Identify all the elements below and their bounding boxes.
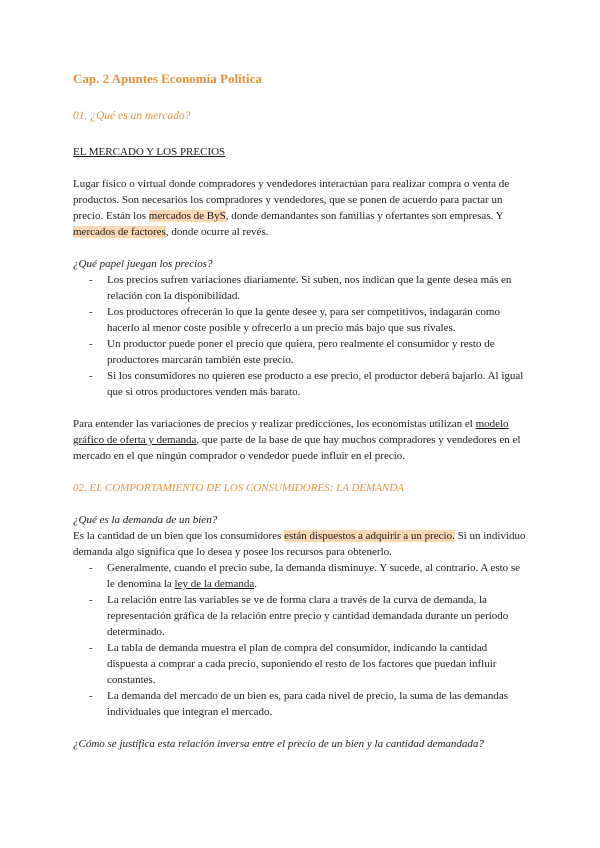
text-run: , donde ocurre al revés. bbox=[165, 226, 269, 238]
underlined-modelo-grafico: modelo gráfico de oferta y demanda bbox=[73, 418, 509, 446]
underlined-ley-demanda: ley de la demanda bbox=[174, 578, 255, 590]
section-1-paragraph-1 bbox=[73, 176, 529, 240]
text-run: . bbox=[254, 578, 257, 590]
text-run: Generalmente, cuando el precio sube, la demanda disminuye. Y sucede, al contrario. A esto se le denomina la bbox=[107, 562, 521, 590]
section-1-heading: 01. ¿Qué es un mercado? bbox=[73, 110, 191, 122]
list-item: - Un productor puede poner el precio que quiera, pero realmente el consumidor y resto de productores marcarán también este precio. bbox=[73, 336, 529, 368]
section-1-paragraph-2 bbox=[73, 416, 529, 464]
text-run: Para entender las variaciones de precios y realizar predicciones, los economistas utilizan el bbox=[73, 418, 476, 430]
highlight-mercados-factores: mercados de factores bbox=[73, 226, 166, 238]
list-item: - La relación entre las variables se ve de forma clara a través de la curva de demanda, la representación gráfica de la relación entre precio y cantidad demandada durante un periodo determinado. bbox=[73, 592, 529, 640]
highlight-dispuestos: están dispuestos a adquirir a un precio. bbox=[284, 530, 455, 542]
question-precios: ¿Qué papel juegan los precios? bbox=[73, 258, 213, 270]
list-item: - Si los consumidores no quieren ese producto a ese precio, el productor deberá bajarlo. Al igual que si otros productores venden más barato. bbox=[73, 368, 529, 400]
list-item: - Los productores ofrecerán lo que la gente desee y, para ser competitivos, indagarán como hacerlo al menor coste posible y ofrecerlo a un precio más bajo que sus rivales. bbox=[73, 304, 529, 336]
section-2-heading: 02. EL COMPORTAMIENTO DE LOS CONSUMIDORES: LA DEMANDA bbox=[73, 482, 405, 494]
text-run: Si un individuo demanda algo significa que lo desea y posee los recursos para obtenerlo. bbox=[73, 530, 526, 558]
document-title: Cap. 2 Apuntes Economía Política bbox=[73, 71, 262, 86]
list-item: - La demanda del mercado de un bien es, para cada nivel de precio, la suma de las demandas individuales que integran el mercado. bbox=[73, 688, 529, 720]
list-item: - Los precios sufren variaciones diariamente. Si suben, nos indican que la gente desea más en relación con la disponibilidad. bbox=[73, 272, 529, 304]
question-relacion-inversa: ¿Cómo se justifica esta relación inversa entre el precio de un bien y la cantidad demandada? bbox=[73, 738, 484, 750]
list-item: - La tabla de demanda muestra el plan de compra del consumidor, indicando la cantidad dispuesta a comprar a cada precio, suponiendo el resto de los factores que puedan influir constantes. bbox=[73, 640, 529, 688]
text-run: , donde demandantes son familias y ofertantes son empresas. Y bbox=[225, 210, 504, 222]
list-item bbox=[73, 560, 529, 592]
document-body bbox=[73, 70, 529, 752]
text-run: Lugar físico o virtual donde compradores y vendedores interactúan para realizar compra o venta de productos. Son necesarios los compradores y vendedores, que se ponen de acuerdo para pactar un precio. Están los bbox=[73, 178, 510, 222]
highlight-mercados-bys: mercados de ByS bbox=[148, 210, 226, 222]
bullet-list-demanda bbox=[73, 560, 529, 720]
text-run: , que parte de la base de que hay muchos compradores y vendedores en el mercado en el que ningún comprador o vendedor puede influir en el precio. bbox=[73, 434, 521, 462]
question-demanda: ¿Qué es la demanda de un bien? bbox=[73, 514, 218, 526]
section-2-paragraph-1 bbox=[73, 528, 529, 560]
text-run: Es la cantidad de un bien que los consumidores bbox=[73, 530, 285, 542]
bullet-list-precios bbox=[73, 272, 529, 400]
section-1-subheading: EL MERCADO Y LOS PRECIOS bbox=[73, 146, 226, 158]
